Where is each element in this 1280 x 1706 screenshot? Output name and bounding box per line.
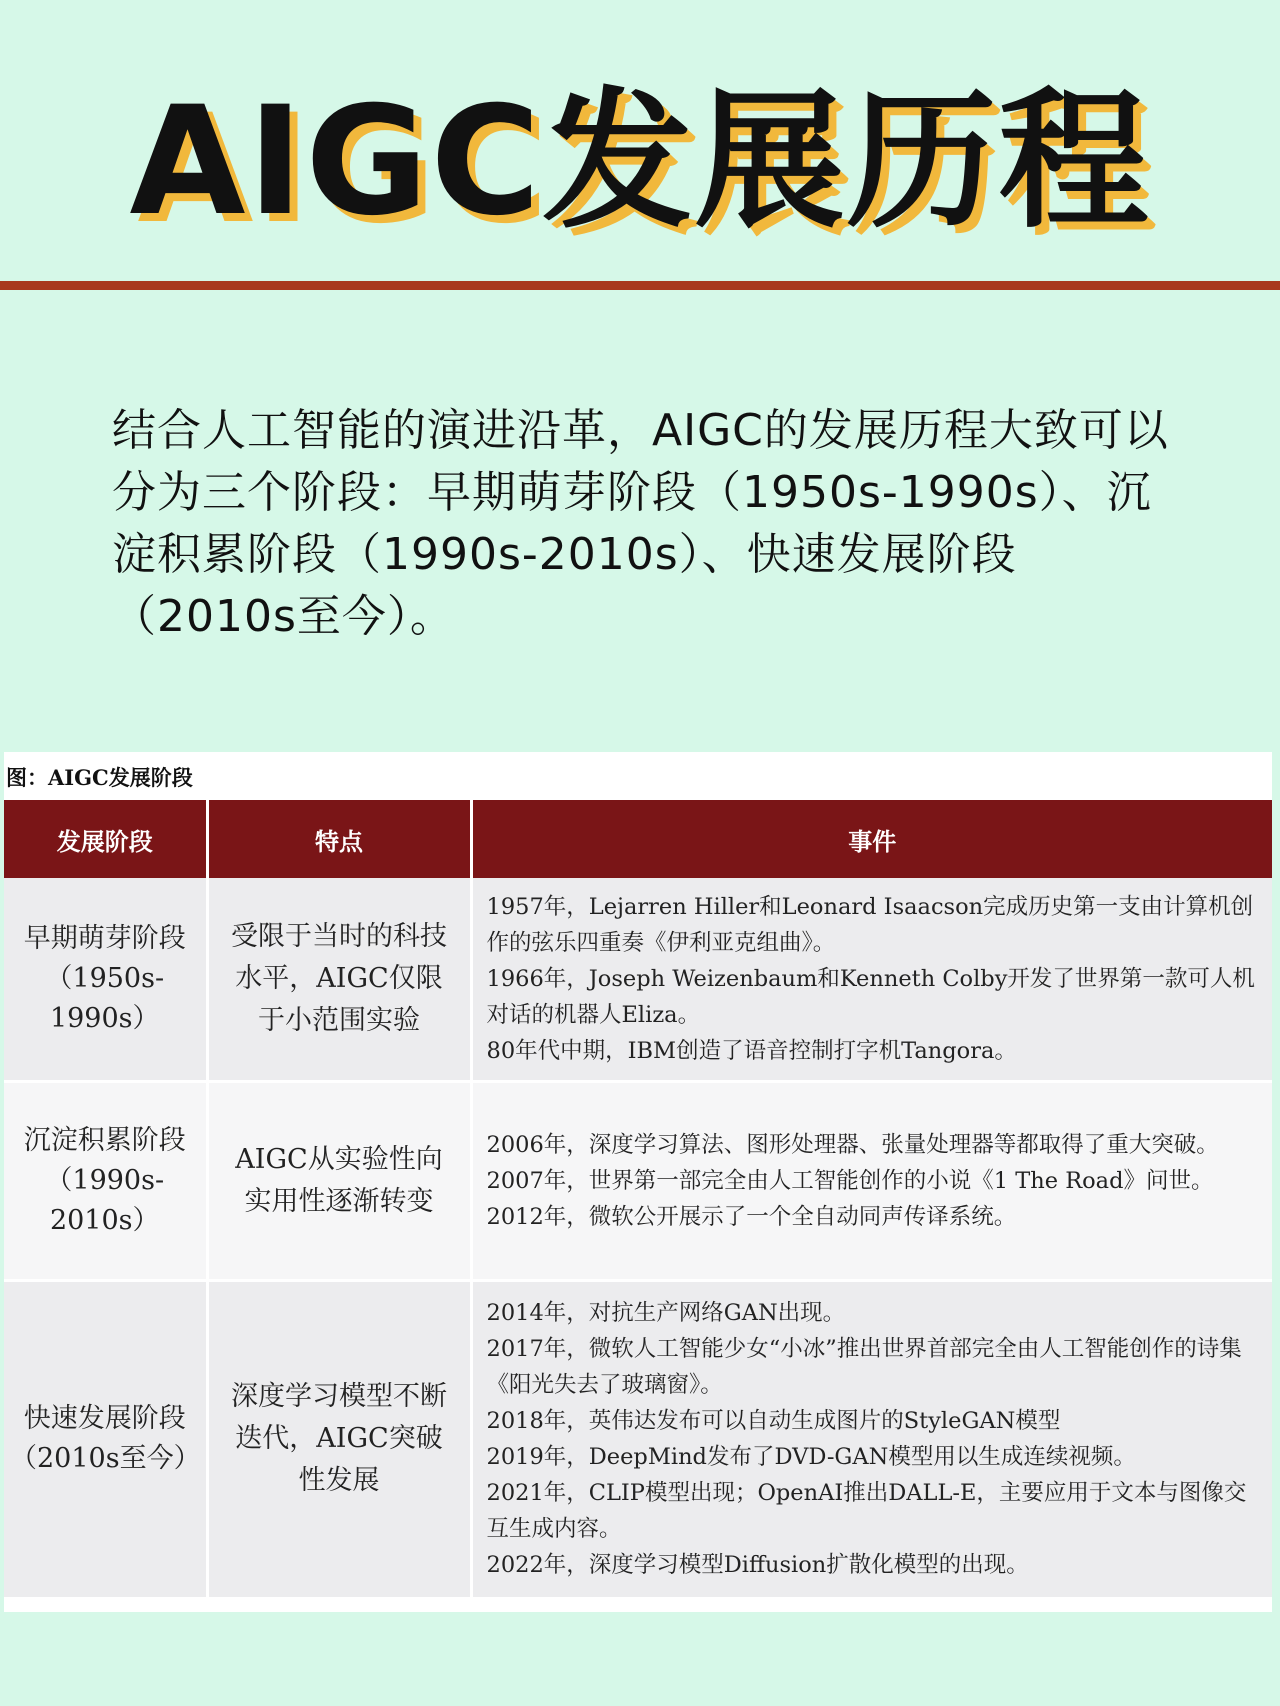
figure-caption: 图：AIGC发展阶段: [6, 765, 193, 790]
event-item: 2022年，深度学习模型Diffusion扩散化模型的出现。: [486, 1552, 1029, 1579]
event-item: 2014年，对抗生产网络GAN出现。: [486, 1300, 846, 1327]
bottom-background: [0, 1612, 1280, 1706]
stages-table: [4, 800, 1272, 1600]
stage-name: 早期萌芽阶段: [23, 922, 186, 954]
event-item: 2012年，微软公开展示了一个全自动同声传译系统。: [486, 1203, 1017, 1230]
events-cell: [471, 878, 1272, 1081]
figure-image: [4, 752, 1272, 1612]
stage-period: （1950s-1990s）: [45, 962, 165, 1034]
table-header-row: [4, 800, 1272, 878]
column-header-stage: 发展阶段: [4, 800, 207, 878]
feature-cell: AIGC从实验性向实用性逐渐转变: [207, 1081, 471, 1280]
event-item: 80年代中期，IBM创造了语音控制打字机Tangora。: [486, 1037, 1017, 1064]
stage-period: （2010s至今）: [10, 1443, 201, 1475]
stage-cell: [4, 878, 207, 1081]
event-item: 2006年，深度学习算法、图形处理器、张量处理器等都取得了重大突破。: [486, 1131, 1219, 1158]
event-item: 2017年，微软人工智能少女“小冰”推出世界首部完全由人工智能创作的诗集《阳光失去了玻璃窗》。: [486, 1336, 1242, 1399]
column-header-feature: 特点: [207, 800, 471, 878]
event-item: 2018年，英伟达发布可以自动生成图片的StyleGAN模型: [486, 1408, 1061, 1435]
feature-cell: 深度学习模型不断迭代，AIGC突破性发展: [207, 1280, 471, 1598]
event-item: 1966年，Joseph Weizenbaum和Kenneth Colby开发了世界第一款可人机对话的机器人Eliza。: [486, 965, 1255, 1028]
title-divider: [0, 281, 1280, 290]
events-cell: [471, 1280, 1272, 1598]
table-row: [4, 1280, 1272, 1598]
intro-paragraph: 结合人工智能的演进沿革，AIGC的发展历程大致可以分为三个阶段：早期萌芽阶段（1950s-1990s）、沉淀积累阶段（1990s-2010s）、快速发展阶段（2010s至今）。: [112, 405, 1169, 642]
event-item: 2021年，CLIP模型出现；OpenAI推出DALL-E，主要应用于文本与图像交互生成内容。: [486, 1480, 1247, 1543]
column-header-events: 事件: [471, 800, 1272, 878]
page-title: AIGC发展历程: [129, 75, 1151, 249]
event-item: 2007年，世界第一部完全由人工智能创作的小说《1 The Road》问世。: [486, 1167, 1214, 1194]
event-item: 1957年，Lejarren Hiller和Leonard Isaacson完成历史第一支由计算机创作的弦乐四重奏《伊利亚克组曲》。: [486, 893, 1254, 956]
stage-name: 快速发展阶段: [23, 1403, 186, 1435]
feature-cell: 受限于当时的科技水平，AIGC仅限于小范围实验: [207, 878, 471, 1081]
stage-name: 沉淀积累阶段: [23, 1124, 186, 1156]
table-row: [4, 1081, 1272, 1280]
stage-period: （1990s-2010s）: [45, 1164, 165, 1236]
stage-cell: [4, 1081, 207, 1280]
event-item: 2019年，DeepMind发布了DVD-GAN模型用以生成连续视频。: [486, 1444, 1136, 1471]
table-row: [4, 878, 1272, 1081]
stage-cell: [4, 1280, 207, 1598]
events-cell: [471, 1081, 1272, 1280]
